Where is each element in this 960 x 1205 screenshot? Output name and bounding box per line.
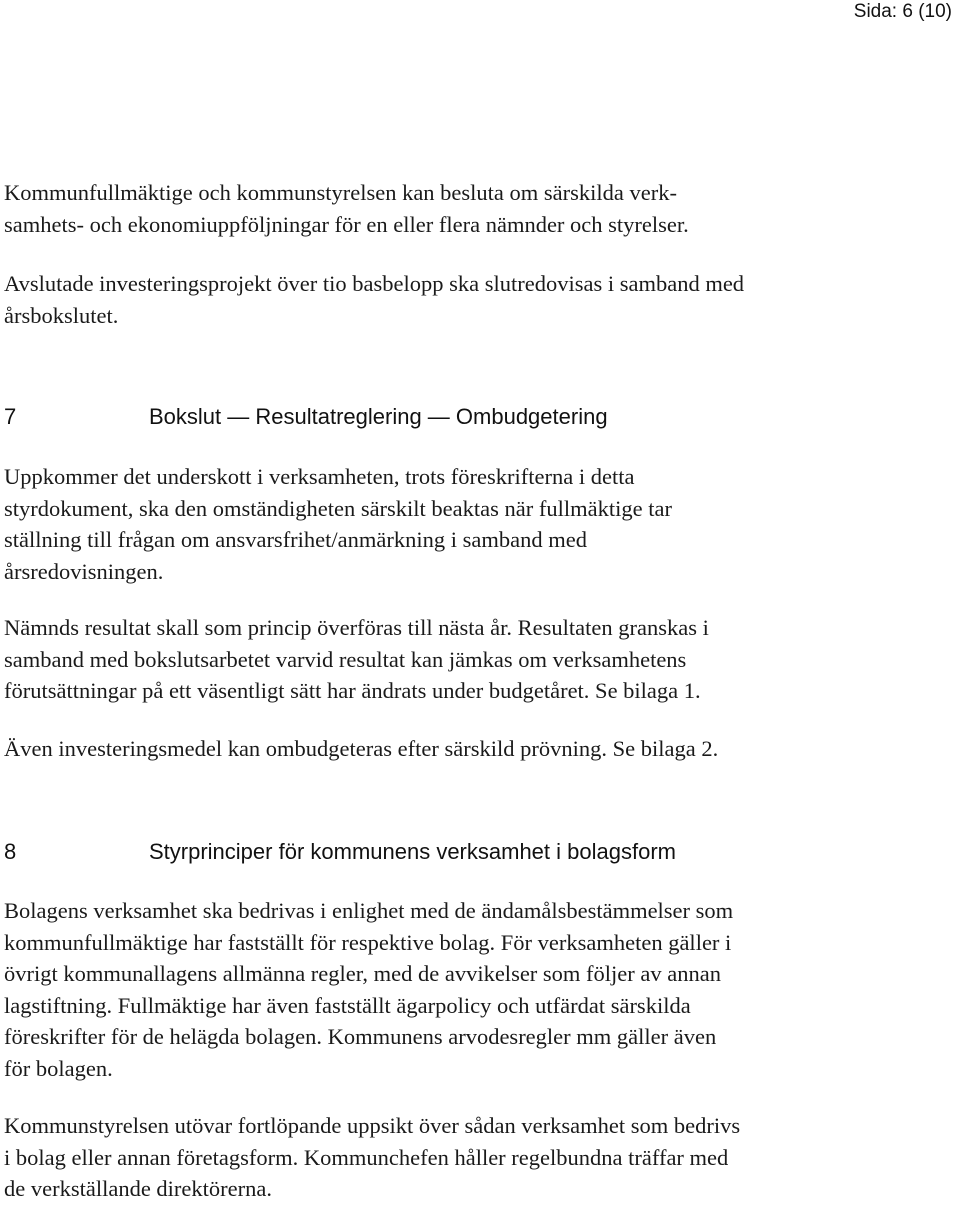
text-line: Nämnds resultat skall som princip överföras till nästa år. Resultaten granskas i <box>4 615 709 640</box>
text-line: de verkställande direktörerna. <box>4 1176 273 1201</box>
text-line: föreskrifter för de helägda bolagen. Kommunens arvodesregler mm gäller även <box>4 1024 717 1049</box>
text-line: förutsättningar på ett väsentligt sätt har ändrats under budgetåret. Se bilaga 1. <box>4 678 701 703</box>
section-7-paragraph-2 <box>4 612 954 707</box>
text-line: styrdokument, ska den omständigheten särskilt beaktas när fullmäktige tar <box>4 495 672 521</box>
text-line: Även investeringsmedel kan ombudgeteras efter särskild prövning. Se bilaga 2. <box>4 736 719 761</box>
page-number: Sida: 6 (10) <box>853 1 952 22</box>
text-line: samband med bokslutsarbetet varvid resultat kan jämkas om verksamhetens <box>4 646 687 672</box>
text-line: i bolag eller annan företagsform. Kommunchefen håller regelbundna träffar med <box>4 1144 729 1170</box>
section-7-paragraph-1 <box>4 461 954 587</box>
section-7-paragraph-3 <box>4 733 954 765</box>
text-line: årsbokslutet. <box>4 302 119 328</box>
section-number: 7 <box>4 404 17 429</box>
intro-paragraph-1 <box>4 177 954 240</box>
intro-paragraph-2 <box>4 268 954 331</box>
text-line: Kommunstyrelsen utövar fortlöpande uppsikt över sådan verksamhet som bedrivs <box>4 1113 741 1138</box>
text-line: ställning till frågan om ansvarsfrihet/anmärkning i samband med <box>4 527 587 552</box>
section-8-paragraph-1 <box>4 895 954 1084</box>
section-number: 8 <box>4 839 17 864</box>
text-line: lagstiftning. Fullmäktige har även fastställt ägarpolicy och utfärdat särskilda <box>4 992 691 1018</box>
text-line: Kommunfullmäktige och kommunstyrelsen kan besluta om särskilda verk- <box>4 180 677 205</box>
section-title: Bokslut — Resultatreglering — Ombudgetering <box>149 404 608 429</box>
text-line: samhets- och ekonomiuppföljningar för en eller flera nämnder och styrelser. <box>4 211 689 237</box>
text-line: för bolagen. <box>4 1055 113 1081</box>
text-line: årsredovisningen. <box>4 558 164 584</box>
text-line: Uppkommer det underskott i verksamheten, trots föreskrifterna i detta <box>4 464 635 489</box>
section-title: Styrprinciper för kommunens verksamhet i bolagsform <box>149 839 676 864</box>
text-line: Avslutade investeringsprojekt över tio basbelopp ska slutredovisas i samband med <box>4 271 745 296</box>
text-line: kommunfullmäktige har fastställt för respektive bolag. För verksamheten gäller i <box>4 929 732 955</box>
text-line: övrigt kommunallagens allmänna regler, med de avvikelser som följer av annan <box>4 961 721 986</box>
section-8-paragraph-2 <box>4 1110 954 1205</box>
text-line: Bolagens verksamhet ska bedrivas i enlighet med de ändamålsbestämmelser som <box>4 898 734 923</box>
